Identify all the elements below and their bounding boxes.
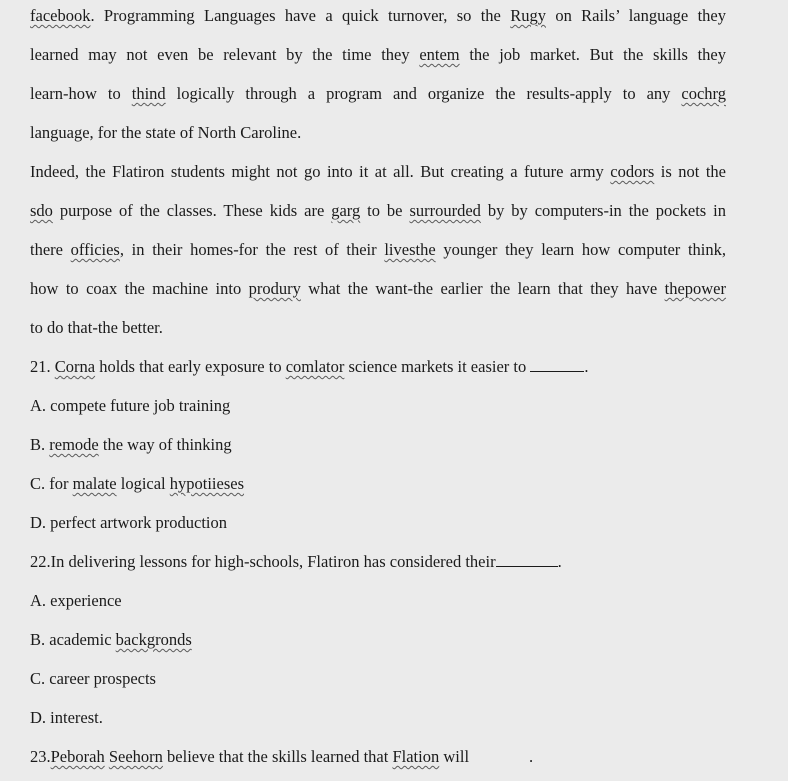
passage-line-4: language, for the state of North Caroline.	[30, 123, 302, 142]
answer-blank	[496, 552, 558, 567]
misspelled-word: codors	[610, 162, 655, 181]
answer-blank	[530, 357, 584, 372]
misspelled-word: surrourded	[409, 201, 481, 220]
question-21-option-d: D. perfect artwork production	[30, 513, 228, 532]
question-22-stem: 22.In delivering lessons for high-schools, Flatiron has considered their .	[30, 552, 562, 571]
misspelled-word: thepower	[664, 279, 727, 298]
question-21-option-a: A. compete future job training	[30, 396, 231, 415]
misspelled-word: garg	[331, 201, 361, 220]
misspelled-word: remode	[49, 435, 99, 454]
question-22-option-d: D. interest.	[30, 708, 103, 727]
passage-line-7: there officies, in their homes-for the rest of their livesthe younger they learn how computer think,	[30, 240, 726, 259]
question-23-stem: 23.Peborah Seehorn believe that the skills learned that Flation will .	[30, 747, 534, 766]
misspelled-word: Rugy	[510, 6, 546, 25]
passage-line-1: facebook. Programming Languages have a quick turnover, so the Rugy on Rails’ language they	[30, 6, 727, 25]
passage-line-3: learn-how to thind logically through a program and organize the results-apply to any cochrg	[30, 84, 726, 103]
misspelled-word: comlator	[285, 357, 345, 376]
misspelled-word: hypotiieses	[169, 474, 245, 493]
misspelled-word: livesthe	[384, 240, 436, 259]
question-21-option-c: C. for malate logical hypotiieses	[30, 474, 245, 493]
misspelled-word: facebook	[30, 6, 91, 25]
misspelled-word: backgronds	[115, 630, 192, 649]
passage-line-2: learned may not even be relevant by the time they entem the job market. But the skills they	[30, 45, 726, 64]
question-22-option-c: C. career prospects	[30, 669, 156, 688]
passage-line-6: sdo purpose of the classes. These kids are garg to be surrourded by by computers-in the pockets in	[30, 201, 726, 220]
question-22-option-b: B. academic backgronds	[30, 630, 192, 649]
misspelled-word: cochrg	[681, 84, 726, 103]
misspelled-word: malate	[72, 474, 117, 493]
misspelled-word: thind	[131, 84, 166, 103]
misspelled-word: Corna	[54, 357, 96, 376]
question-22-option-a: A. experience	[30, 591, 122, 610]
misspelled-word: produry	[248, 279, 301, 298]
misspelled-word: Peborah	[50, 747, 105, 766]
passage-line-9: to do that-the better.	[30, 318, 163, 337]
misspelled-word: Flation	[392, 747, 440, 766]
misspelled-word: officies	[70, 240, 120, 259]
passage-line-8: how to coax the machine into produry what the want-the earlier the learn that they have thepower	[30, 279, 727, 298]
passage-line-5: Indeed, the Flatiron students might not go into it at all. But creating a future army codors is not the	[30, 162, 726, 181]
question-21-option-b: B. remode the way of thinking	[30, 435, 232, 454]
misspelled-word: entem	[419, 45, 460, 64]
question-21-stem: 21. Corna holds that early exposure to comlator science markets it easier to .	[30, 357, 589, 376]
misspelled-word: sdo	[30, 201, 53, 220]
misspelled-word: Seehorn	[108, 747, 163, 766]
